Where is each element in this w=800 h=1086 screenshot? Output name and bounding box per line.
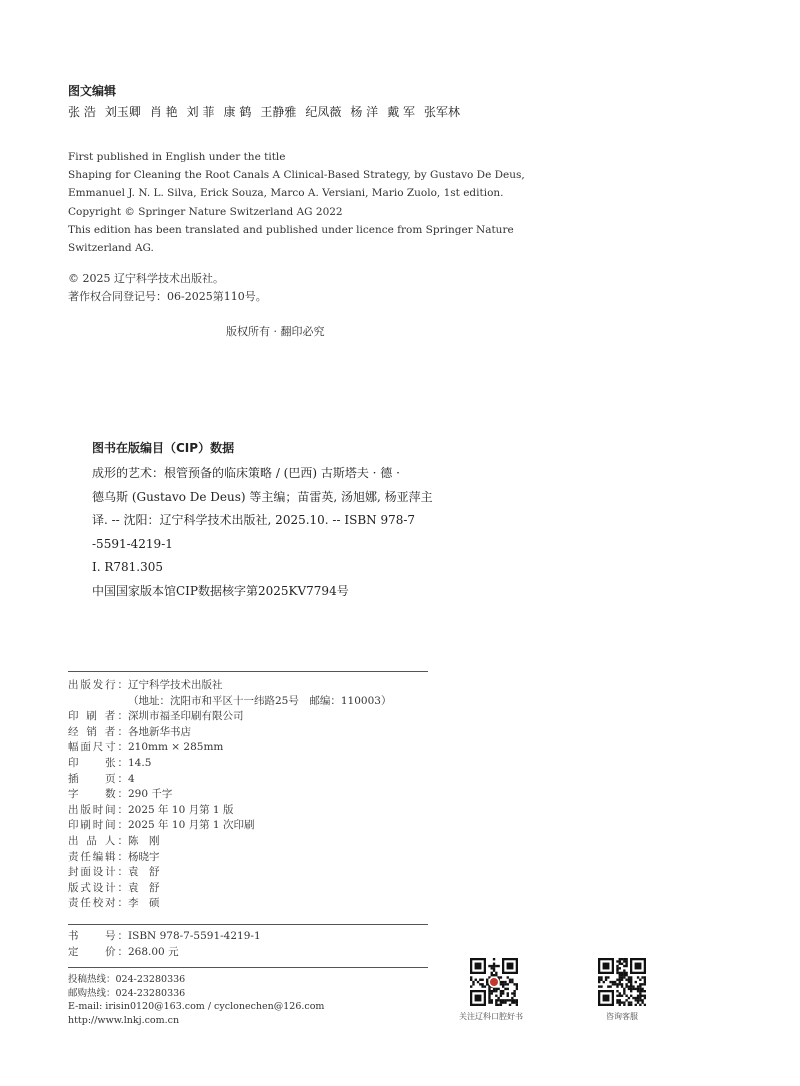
publication-row <box>68 850 391 866</box>
row-value: 210mm × 285mm <box>128 741 224 754</box>
contact-block <box>68 973 324 1027</box>
row-value: 2025 年 10 月第 1 次印刷 <box>128 819 255 832</box>
english-line: Shaping for Cleaning the Root Canals A Clinical-Based Strategy, by Gustavo De Deus, <box>68 169 525 182</box>
row-key: 版式设计： <box>68 881 128 894</box>
editor-name: 肖 艳 <box>149 105 178 119</box>
editor-name: 康 鹤 <box>223 105 252 119</box>
row-key: 印刷时间： <box>68 819 128 832</box>
publication-row <box>68 881 391 897</box>
row-key: 出 品 人： <box>68 834 128 847</box>
english-line: Emmanuel J. N. L. Silva, Erick Souza, Marco A. Versiani, Mario Zuolo, 1st edition. <box>68 187 504 200</box>
row-key: 幅面尺寸： <box>68 741 128 754</box>
publication-row <box>68 725 391 741</box>
english-line: First published in English under the title <box>68 151 286 163</box>
row-value: ISBN 978-7-5591-4219-1 <box>128 930 261 942</box>
cip-line: 中国国家版本馆CIP数据核字第2025KV7794号 <box>92 583 349 598</box>
english-line: Copyright © Springer Nature Switzerland AG 2022 <box>68 205 343 218</box>
divider <box>68 924 428 925</box>
contact-line: 投稿热线：024-23280336 <box>68 974 186 985</box>
row-value: （地址：沈阳市和平区十一纬路25号 邮编：110003） <box>128 694 392 707</box>
row-key: 责任编辑： <box>68 850 128 863</box>
qr-code-icon <box>598 958 646 1006</box>
publication-info-table <box>68 678 391 912</box>
editor-list <box>68 103 469 120</box>
row-key: 出版时间： <box>68 803 128 816</box>
cn-copyright-line: 著作权合同登记号：06-2025第110号。 <box>68 290 267 303</box>
editor-name: 杨 洋 <box>350 105 379 119</box>
cn-copyright-line: © 2025 辽宁科学技术出版社。 <box>68 272 224 285</box>
row-key: 出版发行： <box>68 679 128 691</box>
row-key: 印 张： <box>68 756 128 769</box>
qr-label: 关注辽科口腔好书 <box>459 1012 523 1021</box>
publication-row <box>68 678 391 694</box>
row-key: 插 页： <box>68 772 128 785</box>
cip-line: Ⅰ. R781.305 <box>92 560 164 574</box>
editor-name: 戴 军 <box>387 105 416 119</box>
row-value: 290 千字 <box>128 788 173 801</box>
editor-name: 王静雅 <box>260 105 297 119</box>
cip-line: 译. -- 沈阳：辽宁科学技术出版社, 2025.10. -- ISBN 978-7 <box>92 513 416 527</box>
cip-line: 成形的艺术：根管预备的临床策略 / (巴西) 古斯塔夫 · 德 · <box>92 466 400 480</box>
editors-heading: 图文编辑 <box>68 84 117 98</box>
editor-name: 刘玉卿 <box>104 105 141 119</box>
row-key: 封面设计： <box>68 866 128 879</box>
row-key: 经 销 者： <box>68 725 128 738</box>
publication-row <box>68 787 391 803</box>
cip-title: 图书在版编目（CIP）数据 <box>92 441 235 455</box>
price-table <box>68 929 261 960</box>
contact-line: E-mail: irisin0120@163.com / cyclonechen@126.com <box>68 1001 325 1013</box>
editor-name: 张 浩 <box>68 105 96 119</box>
isbn-row <box>68 929 261 945</box>
publication-row <box>68 834 391 850</box>
row-key: 印 刷 者： <box>68 710 128 723</box>
row-value: 268.00 元 <box>128 945 179 958</box>
price-row <box>68 945 261 961</box>
row-value: 深圳市福圣印刷有限公司 <box>128 710 244 723</box>
contact-line: 邮购热线：024-23280336 <box>68 987 186 999</box>
cip-line: -5591-4219-1 <box>92 536 173 551</box>
publication-row <box>68 756 391 772</box>
row-key: 书 号： <box>68 930 128 942</box>
row-value: 各地新华书店 <box>128 725 191 738</box>
publication-row <box>68 896 391 912</box>
qr-label: 咨询客服 <box>606 1012 638 1021</box>
publication-row <box>68 772 391 788</box>
divider <box>68 967 428 968</box>
publication-row <box>68 709 391 725</box>
row-key: 字 数： <box>68 788 128 801</box>
row-value: 14.5 <box>128 756 152 769</box>
editor-name: 纪凤薇 <box>305 105 342 119</box>
row-value: 辽宁科学技术出版社 <box>128 679 223 691</box>
editor-name: 张军林 <box>424 105 461 119</box>
row-value: 4 <box>128 772 135 785</box>
editor-name: 刘 菲 <box>186 105 215 119</box>
row-value: 陈 刚 <box>128 834 160 847</box>
cip-line: 德乌斯 (Gustavo De Deus) 等主编；苗雷英, 汤旭娜, 杨亚萍主 <box>92 489 433 504</box>
divider <box>68 671 428 672</box>
english-copyright-block <box>68 148 525 257</box>
row-key: 责任校对： <box>68 897 128 910</box>
publication-row <box>68 818 391 834</box>
cip-block <box>92 462 433 603</box>
row-key <box>68 694 128 710</box>
rights-notice: 版权所有 · 翻印必究 <box>226 325 325 338</box>
row-value: 2025 年 10 月第 1 版 <box>128 803 234 816</box>
english-line: This edition has been translated and published under licence from Springer Nature <box>68 223 514 236</box>
row-value: 袁 舒 <box>128 881 160 894</box>
cn-copyright-block <box>68 270 267 306</box>
publication-row <box>68 740 391 756</box>
row-value: 袁 舒 <box>128 866 160 879</box>
publication-row <box>68 694 391 710</box>
row-value: 杨晓宇 <box>128 850 160 863</box>
english-line: Switzerland AG. <box>68 242 154 255</box>
row-value: 李 硕 <box>128 897 160 910</box>
contact-line: http://www.lnkj.com.cn <box>68 1014 180 1026</box>
publication-row <box>68 803 391 819</box>
publication-row <box>68 865 391 881</box>
row-key: 定 价： <box>68 945 128 958</box>
qr-code-icon <box>470 958 518 1006</box>
